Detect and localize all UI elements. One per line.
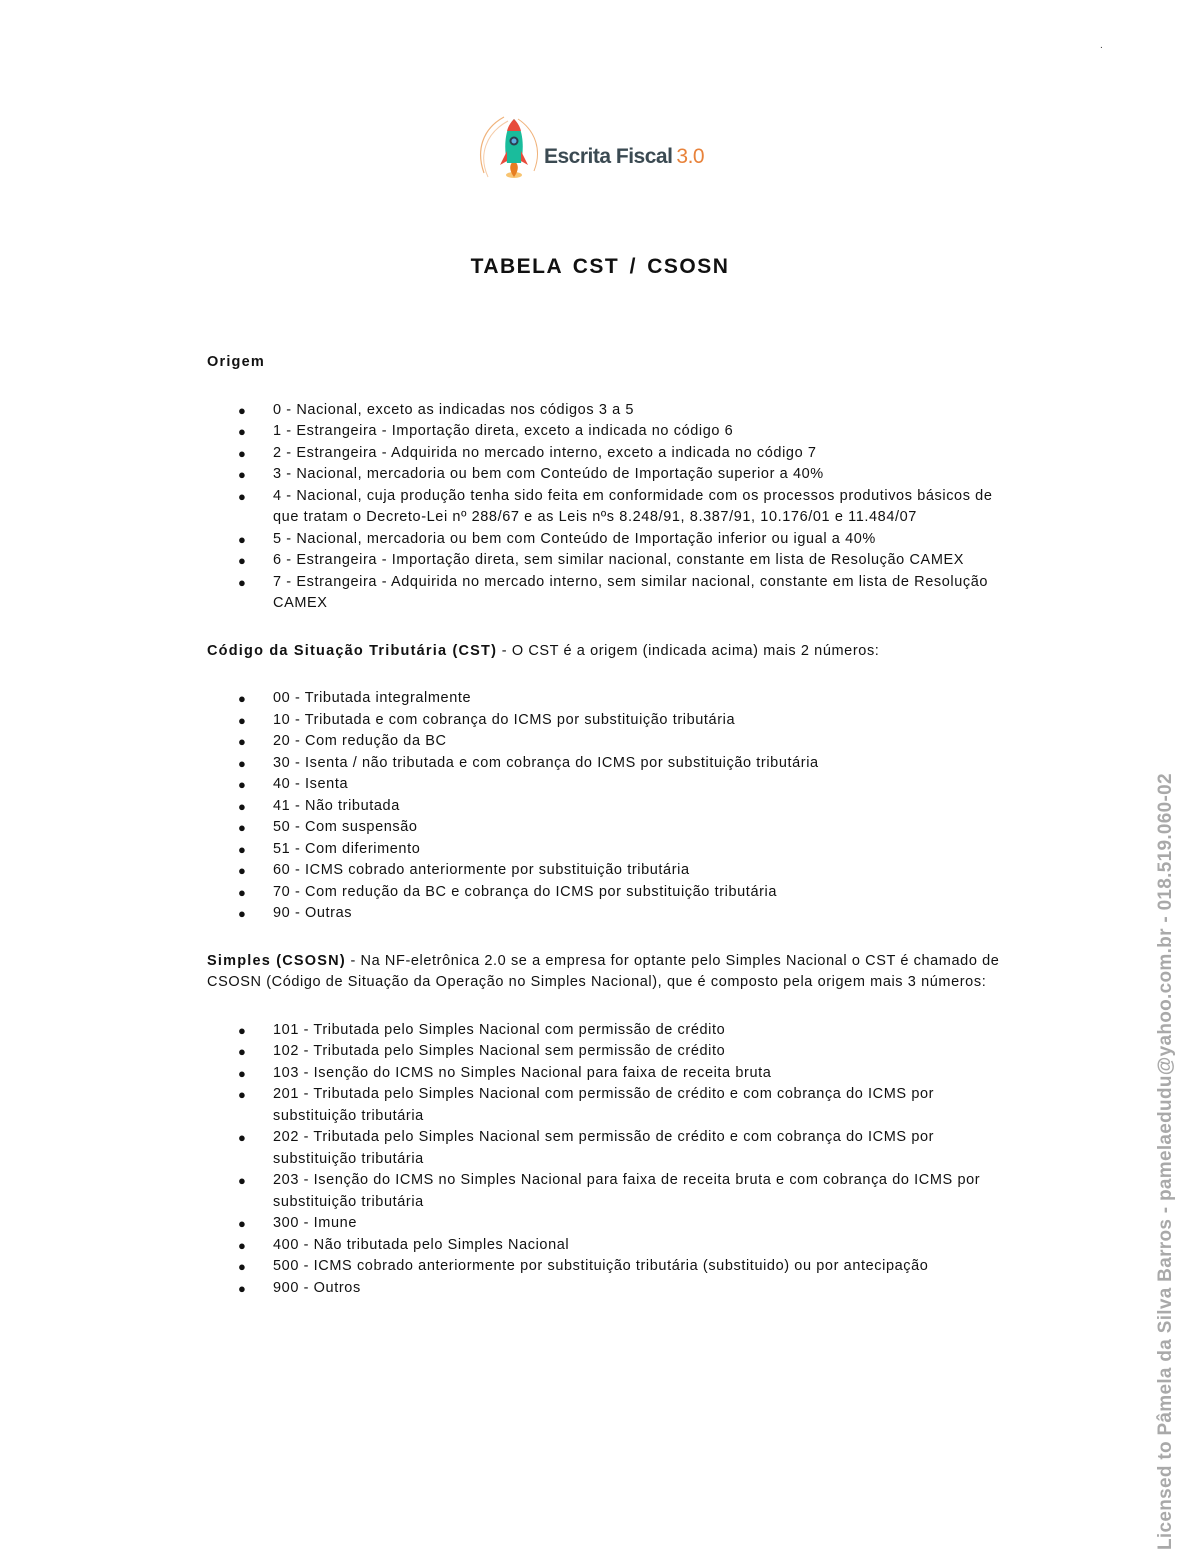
list-item [207,688,1002,710]
list-item [207,860,1002,882]
list-item [207,1063,1002,1085]
logo [474,108,734,188]
bullet-icon: ● [238,1280,247,1296]
list-item [207,839,1002,861]
csosn-list [207,1020,1002,1300]
list-item-text: 7 - Estrangeira - Adquirida no mercado interno, sem similar nacional, constante em lista de Resolução CAMEX [273,573,989,611]
bullet-icon: ● [238,1173,247,1188]
list-item-text: 500 - ICMS cobrado anteriormente por substituição tributária (substituido) ou por antecipação [273,1258,929,1274]
list-item [207,1213,1002,1235]
bullet-icon: ● [238,1259,247,1274]
cst-list [207,688,1002,925]
list-item [207,774,1002,796]
csosn-paragraph [207,951,1002,994]
list-item-text: 41 - Não tributada [273,797,400,814]
bullet-icon: ● [238,402,247,418]
csosn-heading: Simples (CSOSN) [207,952,346,969]
list-item-text: 70 - Com redução da BC e cobrança do ICMS por substituição tributária [273,883,778,900]
list-item [207,753,1002,775]
list-item [207,1041,1002,1063]
list-item-text: 102 - Tributada pelo Simples Nacional sem permissão de crédito [273,1043,726,1059]
list-item [207,529,1002,551]
bullet-icon: ● [238,1216,247,1231]
list-item [207,796,1002,818]
origem-heading: Origem [207,354,265,370]
bullet-icon: ● [238,531,247,547]
list-item-text: 201 - Tributada pelo Simples Nacional com permissão de crédito e com cobrança do ICMS por substituição tributária [273,1086,935,1124]
list-item-text: 20 - Com redução da BC [273,733,447,749]
cst-heading: Código da Situação Tributária (CST) [207,642,498,659]
bullet-icon: ● [238,1065,247,1081]
list-item-text: 60 - ICMS cobrado anteriormente por substituição tributária [273,862,690,878]
cst-paragraph [207,641,1002,663]
list-item [207,464,1002,486]
bullet-icon: ● [238,884,247,900]
list-item [207,710,1002,732]
bullet-icon: ● [238,712,247,728]
list-item-text: 40 - Isenta [273,776,349,792]
list-item-text: 10 - Tributada e com cobrança do ICMS por substituição tributária [273,711,736,728]
bullet-icon: ● [238,777,247,792]
list-item [207,443,1002,465]
bullet-icon: ● [238,691,247,706]
list-item-text: 0 - Nacional, exceto as indicadas nos códigos 3 a 5 [273,401,635,418]
bullet-icon: ● [238,1022,247,1038]
list-item-text: 103 - Isenção do ICMS no Simples Nacional para faixa de receita bruta [273,1064,772,1081]
list-item-text: 900 - Outros [273,1279,361,1296]
list-item [207,1256,1002,1278]
bullet-icon: ● [238,755,247,771]
document-body [207,352,1002,1299]
bullet-icon: ● [238,467,247,482]
list-item [207,1127,1002,1170]
list-item [207,882,1002,904]
bullet-icon: ● [238,906,247,921]
bullet-icon: ● [238,574,247,590]
list-item-text: 30 - Isenta / não tributada e com cobrança do ICMS por substituição tributária [273,754,819,771]
bullet-icon: ● [238,798,247,814]
license-watermark: Licensed to Pâmela da Silva Barros - pamelaedudu@yahoo.com.br - 018.519.060-02 [1155,773,1176,1550]
origem-list [207,400,1002,615]
list-item [207,400,1002,422]
list-item-text: 51 - Com diferimento [273,840,421,857]
bullet-icon: ● [238,841,247,857]
list-item-text: 90 - Outras [273,905,353,921]
list-item-text: 00 - Tributada integralmente [273,690,472,706]
stray-mark: . [1100,40,1103,51]
list-item-text: 300 - Imune [273,1215,357,1231]
list-item-text: 3 - Nacional, mercadoria ou bem com Conteúdo de Importação superior a 40% [273,466,824,482]
bullet-icon: ● [238,553,247,568]
list-item-text: 5 - Nacional, mercadoria ou bem com Conteúdo de Importação inferior ou igual a 40% [273,530,876,547]
list-item [207,817,1002,839]
list-item-text: 2 - Estrangeira - Adquirida no mercado interno, exceto a indicada no código 7 [273,444,817,461]
list-item-text: 1 - Estrangeira - Importação direta, exceto a indicada no código 6 [273,423,734,439]
logo-text: Escrita Fiscal 3.0 [544,145,705,168]
bullet-icon: ● [238,863,247,878]
list-item-text: 202 - Tributada pelo Simples Nacional sem permissão de crédito e com cobrança do ICMS por substituição tributária [273,1129,935,1167]
list-item [207,421,1002,443]
bullet-icon: ● [238,424,247,439]
csosn-description: - Na NF-eletrônica 2.0 se a empresa for optante pelo Simples Nacional o CST é chamado de CSOSN (Código de Situação da Operação no Simples Nacional), que é composto pela origem mais 3 números: [207,952,1000,990]
list-item-text: 400 - Não tributada pelo Simples Nacional [273,1236,570,1253]
bullet-icon: ● [238,1237,247,1253]
list-item-text: 6 - Estrangeira - Importação direta, sem similar nacional, constante em lista de Resolução CAMEX [273,552,965,568]
list-item [207,1020,1002,1042]
list-item [207,731,1002,753]
list-item-text: 101 - Tributada pelo Simples Nacional com permissão de crédito [273,1021,726,1038]
bullet-icon: ● [238,734,247,749]
list-item-text: 50 - Com suspensão [273,819,418,835]
bullet-icon: ● [238,488,247,504]
rocket-icon [474,111,548,185]
list-item [207,486,1002,529]
list-item-text: 203 - Isenção do ICMS no Simples Nacional para faixa de receita bruta e com cobrança do ICMS por substituição tributária [273,1172,981,1210]
list-item [207,1235,1002,1257]
bullet-icon: ● [238,1044,247,1059]
cst-description: - O CST é a origem (indicada acima) mais 2 números: [497,642,880,659]
list-item [207,1084,1002,1127]
bullet-icon: ● [238,445,247,461]
list-item [207,572,1002,615]
bullet-icon: ● [238,1130,247,1145]
list-item [207,550,1002,572]
list-item [207,1170,1002,1213]
list-item [207,903,1002,925]
page-title: TABELA CST / CSOSN [470,255,730,278]
bullet-icon: ● [238,1087,247,1102]
list-item-text: 4 - Nacional, cuja produção tenha sido feita em conformidade com os processos produtivos básicos de que tratam o Decreto-Lei nº 288/67 e as Leis nºs 8.248/91, 8.387/91, 10.176/01 e 11.484/07 [273,487,993,525]
bullet-icon: ● [238,820,247,835]
list-item [207,1278,1002,1300]
